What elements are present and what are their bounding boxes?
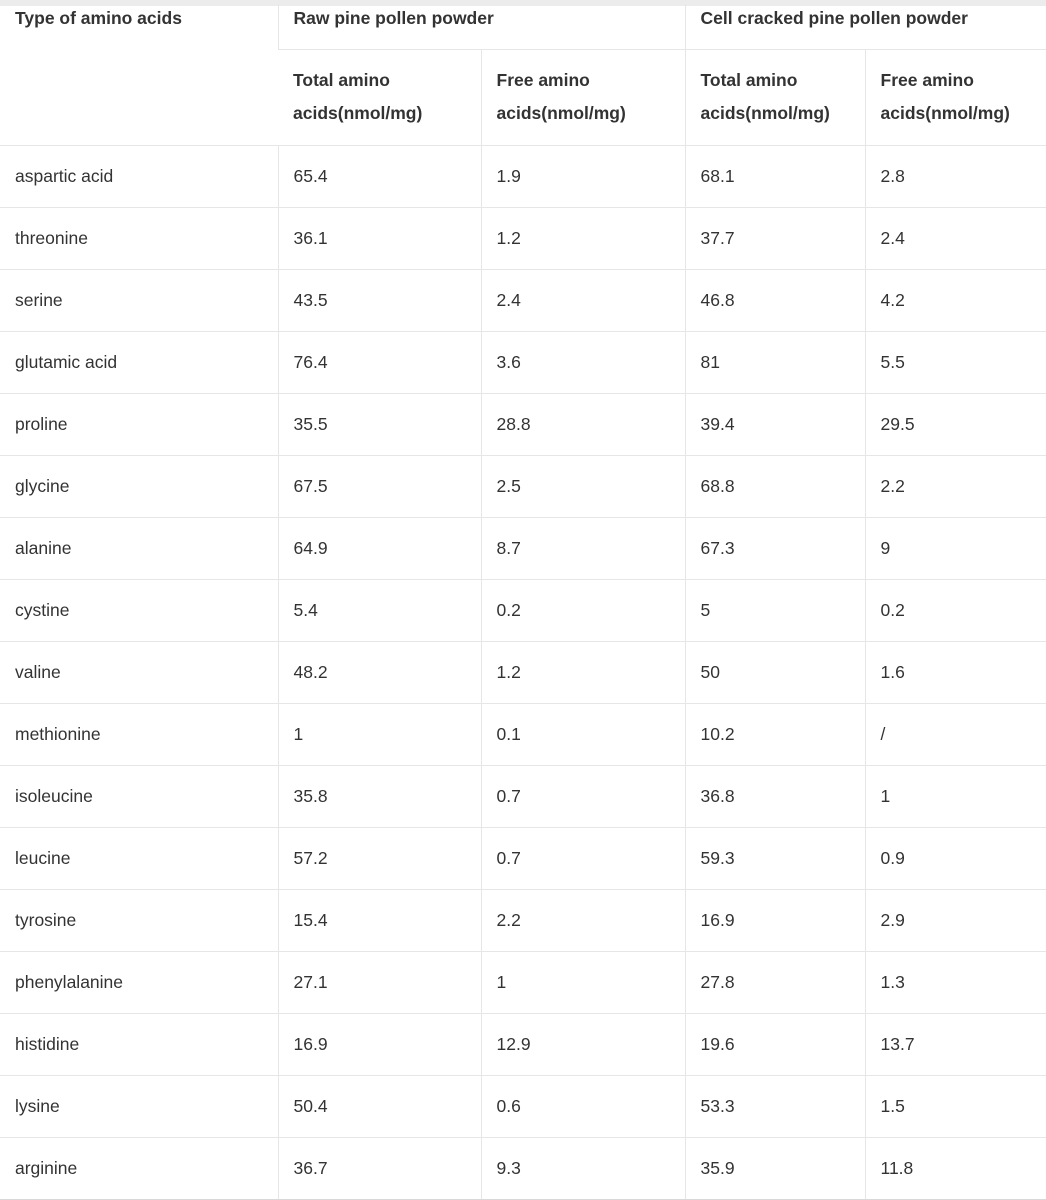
raw-total-cell: 15.4 — [278, 889, 481, 951]
cracked-total-cell: 39.4 — [685, 393, 865, 455]
raw-total-cell: 57.2 — [278, 827, 481, 889]
cracked-total-cell: 68.8 — [685, 455, 865, 517]
amino-acid-name-cell: isoleucine — [0, 765, 278, 827]
cracked-free-cell: 1.6 — [865, 641, 1046, 703]
cracked-free-cell: 4.2 — [865, 269, 1046, 331]
table-row — [0, 765, 1046, 827]
amino-acid-name-cell: proline — [0, 393, 278, 455]
cracked-total-cell: 81 — [685, 331, 865, 393]
cracked-total-cell: 50 — [685, 641, 865, 703]
cracked-free-cell: 11.8 — [865, 1137, 1046, 1199]
amino-acid-name-cell: aspartic acid — [0, 145, 278, 207]
table-row — [0, 207, 1046, 269]
table-row — [0, 641, 1046, 703]
raw-total-cell: 48.2 — [278, 641, 481, 703]
amino-acid-name-cell: phenylalanine — [0, 951, 278, 1013]
raw-free-cell: 9.3 — [481, 1137, 685, 1199]
raw-total-cell: 27.1 — [278, 951, 481, 1013]
raw-total-cell: 36.7 — [278, 1137, 481, 1199]
table-row — [0, 951, 1046, 1013]
amino-acid-name-cell: alanine — [0, 517, 278, 579]
raw-total-cell: 65.4 — [278, 145, 481, 207]
raw-total-cell: 5.4 — [278, 579, 481, 641]
raw-free-cell: 1.2 — [481, 641, 685, 703]
table-row — [0, 1013, 1046, 1075]
raw-total-cell: 16.9 — [278, 1013, 481, 1075]
cracked-free-cell: 29.5 — [865, 393, 1046, 455]
raw-free-cell: 2.2 — [481, 889, 685, 951]
cracked-free-cell: / — [865, 703, 1046, 765]
cracked-total-cell: 19.6 — [685, 1013, 865, 1075]
raw-total-cell: 35.5 — [278, 393, 481, 455]
raw-total-cell: 50.4 — [278, 1075, 481, 1137]
raw-free-cell: 1.2 — [481, 207, 685, 269]
cracked-total-cell: 16.9 — [685, 889, 865, 951]
cracked-free-cell: 1.5 — [865, 1075, 1046, 1137]
type-of-amino-acids-header: Type of amino acids — [0, 4, 278, 145]
amino-acid-name-cell: valine — [0, 641, 278, 703]
raw-free-cell: 1 — [481, 951, 685, 1013]
table-row — [0, 827, 1046, 889]
raw-free-cell: 0.1 — [481, 703, 685, 765]
amino-acid-name-cell: methionine — [0, 703, 278, 765]
table-header — [0, 4, 1046, 145]
raw-free-cell: 1.9 — [481, 145, 685, 207]
cracked-total-cell: 27.8 — [685, 951, 865, 1013]
cracked-free-cell: 0.2 — [865, 579, 1046, 641]
cracked-free-cell: 1 — [865, 765, 1046, 827]
cracked-total-cell: 68.1 — [685, 145, 865, 207]
raw-pine-pollen-header: Raw pine pollen powder — [278, 4, 685, 49]
raw-free-cell: 2.4 — [481, 269, 685, 331]
cracked-free-cell: 0.9 — [865, 827, 1046, 889]
raw-free-cell: 0.7 — [481, 765, 685, 827]
table-row — [0, 889, 1046, 951]
cracked-total-cell: 46.8 — [685, 269, 865, 331]
raw-free-cell: 12.9 — [481, 1013, 685, 1075]
table-row — [0, 579, 1046, 641]
cracked-free-cell: 13.7 — [865, 1013, 1046, 1075]
raw-free-cell: 0.2 — [481, 579, 685, 641]
raw-total-cell: 1 — [278, 703, 481, 765]
table-row — [0, 393, 1046, 455]
cracked-total-cell: 35.9 — [685, 1137, 865, 1199]
cell-cracked-pine-pollen-header: Cell cracked pine pollen powder — [685, 4, 1046, 49]
raw-total-cell: 76.4 — [278, 331, 481, 393]
cracked-free-cell: 2.2 — [865, 455, 1046, 517]
cracked-total-cell: 10.2 — [685, 703, 865, 765]
amino-acid-name-cell: leucine — [0, 827, 278, 889]
raw-free-cell: 0.7 — [481, 827, 685, 889]
table-row — [0, 331, 1046, 393]
table-row — [0, 517, 1046, 579]
raw-total-cell: 64.9 — [278, 517, 481, 579]
header-row-groups — [0, 4, 1046, 49]
raw-free-cell: 28.8 — [481, 393, 685, 455]
table-row — [0, 269, 1046, 331]
cracked-total-cell: 59.3 — [685, 827, 865, 889]
cracked-total-cell: 67.3 — [685, 517, 865, 579]
raw-free-amino-acids-header: Free amino acids(nmol/mg) — [481, 49, 685, 145]
cracked-free-cell: 9 — [865, 517, 1046, 579]
table-row — [0, 455, 1046, 517]
table-row — [0, 145, 1046, 207]
amino-acid-name-cell: tyrosine — [0, 889, 278, 951]
raw-free-cell: 0.6 — [481, 1075, 685, 1137]
amino-acid-name-cell: lysine — [0, 1075, 278, 1137]
cracked-total-amino-acids-header: Total amino acids(nmol/mg) — [685, 49, 865, 145]
amino-acid-name-cell: arginine — [0, 1137, 278, 1199]
raw-total-cell: 43.5 — [278, 269, 481, 331]
raw-free-cell: 3.6 — [481, 331, 685, 393]
amino-acid-name-cell: serine — [0, 269, 278, 331]
amino-acid-name-cell: glycine — [0, 455, 278, 517]
table-row — [0, 1075, 1046, 1137]
raw-total-cell: 36.1 — [278, 207, 481, 269]
table-body — [0, 145, 1046, 1199]
raw-total-cell: 35.8 — [278, 765, 481, 827]
amino-acid-name-cell: histidine — [0, 1013, 278, 1075]
amino-acid-name-cell: cystine — [0, 579, 278, 641]
cracked-total-cell: 37.7 — [685, 207, 865, 269]
cracked-total-cell: 5 — [685, 579, 865, 641]
raw-total-cell: 67.5 — [278, 455, 481, 517]
raw-total-amino-acids-header: Total amino acids(nmol/mg) — [278, 49, 481, 145]
cracked-free-cell: 1.3 — [865, 951, 1046, 1013]
amino-acid-name-cell: glutamic acid — [0, 331, 278, 393]
cracked-free-cell: 2.8 — [865, 145, 1046, 207]
table-row — [0, 1137, 1046, 1199]
raw-free-cell: 8.7 — [481, 517, 685, 579]
raw-free-cell: 2.5 — [481, 455, 685, 517]
amino-acid-table — [0, 4, 1046, 1200]
amino-acid-name-cell: threonine — [0, 207, 278, 269]
cracked-free-cell: 5.5 — [865, 331, 1046, 393]
cracked-total-cell: 53.3 — [685, 1075, 865, 1137]
cracked-free-cell: 2.9 — [865, 889, 1046, 951]
cracked-free-amino-acids-header: Free amino acids(nmol/mg) — [865, 49, 1046, 145]
cracked-total-cell: 36.8 — [685, 765, 865, 827]
table-row — [0, 703, 1046, 765]
cracked-free-cell: 2.4 — [865, 207, 1046, 269]
